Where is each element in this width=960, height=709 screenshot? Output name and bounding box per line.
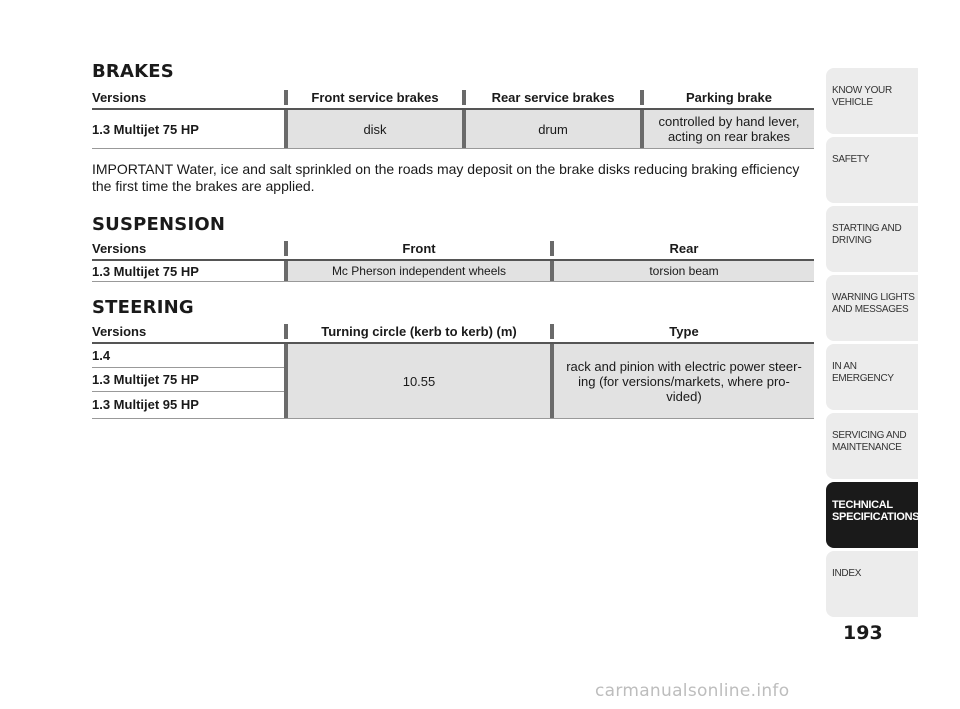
tab-warning-lights[interactable]: WARNING LIGHTS AND MESSAGES [826, 275, 918, 341]
steering-type-cell: rack and pinion with electric power steer- ing (for versions/markets, where pro- vided) [550, 344, 814, 418]
steering-version-cell: 1.3 Multijet 95 HP [92, 396, 199, 412]
steering-versions-column [92, 344, 284, 418]
tab-in-an-emergency[interactable]: IN AN EMERGENCY [826, 344, 918, 410]
steering-version-cell: 1.3 Multijet 75 HP [92, 368, 284, 392]
steering-header-turning: Turning circle (kerb to kerb) (m) [284, 324, 550, 339]
suspension-table [92, 237, 814, 282]
steering-header-row [92, 320, 814, 344]
tab-safety[interactable]: SAFETY [826, 137, 918, 203]
suspension-header-rear: Rear [550, 241, 814, 256]
suspension-rear-cell: torsion beam [550, 261, 814, 281]
page-number: 193 [843, 622, 883, 644]
brakes-header-parking: Parking brake [640, 90, 814, 105]
table-row [92, 110, 814, 149]
steering-header-versions: Versions [92, 323, 147, 339]
steering-version-cell: 1.4 [92, 344, 284, 368]
brakes-header-front: Front service brakes [284, 90, 462, 105]
brakes-heading: BRAKES [92, 61, 174, 82]
tab-servicing-and-maintenance[interactable]: SERVICING AND MAINTENANCE [826, 413, 918, 479]
watermark: carmanualsonline.info [595, 681, 790, 701]
steering-header-type: Type [550, 324, 814, 339]
brakes-note: IMPORTANT Water, ice and salt sprinkled on the roads may deposit on the brake disks reducing braking efficiency the first time the brakes are applied. [92, 161, 800, 194]
brakes-version-cell: 1.3 Multijet 75 HP [92, 121, 199, 137]
brakes-rear-cell: drum [462, 110, 640, 148]
tab-know-your-vehicle[interactable]: KNOW YOUR VEHICLE [826, 68, 918, 134]
steering-heading: STEERING [92, 297, 194, 318]
tab-technical-specifications[interactable]: TECHNICAL SPECIFICATIONS [826, 482, 918, 548]
brakes-front-cell: disk [284, 110, 462, 148]
tab-starting-and-driving[interactable]: STARTING AND DRIVING [826, 206, 918, 272]
brakes-header-rear: Rear service brakes [462, 90, 640, 105]
tab-index[interactable]: INDEX [826, 551, 918, 617]
steering-turning-cell: 10.55 [284, 344, 550, 418]
brakes-header-row [92, 86, 814, 110]
suspension-front-cell: Mc Pherson independent wheels [284, 261, 550, 281]
table-row [92, 261, 814, 282]
page-content [92, 62, 814, 419]
steering-table [92, 320, 814, 419]
suspension-header-versions: Versions [92, 240, 147, 256]
brakes-table [92, 86, 814, 149]
steering-body [92, 344, 814, 419]
brakes-parking-cell: controlled by hand lever, acting on rear brakes [640, 110, 814, 148]
section-sidebar [826, 68, 918, 620]
suspension-version-cell: 1.3 Multijet 75 HP [92, 263, 199, 279]
suspension-header-row [92, 237, 814, 261]
brakes-header-versions: Versions [92, 89, 147, 105]
suspension-header-front: Front [284, 241, 550, 256]
suspension-heading: SUSPENSION [92, 214, 226, 235]
